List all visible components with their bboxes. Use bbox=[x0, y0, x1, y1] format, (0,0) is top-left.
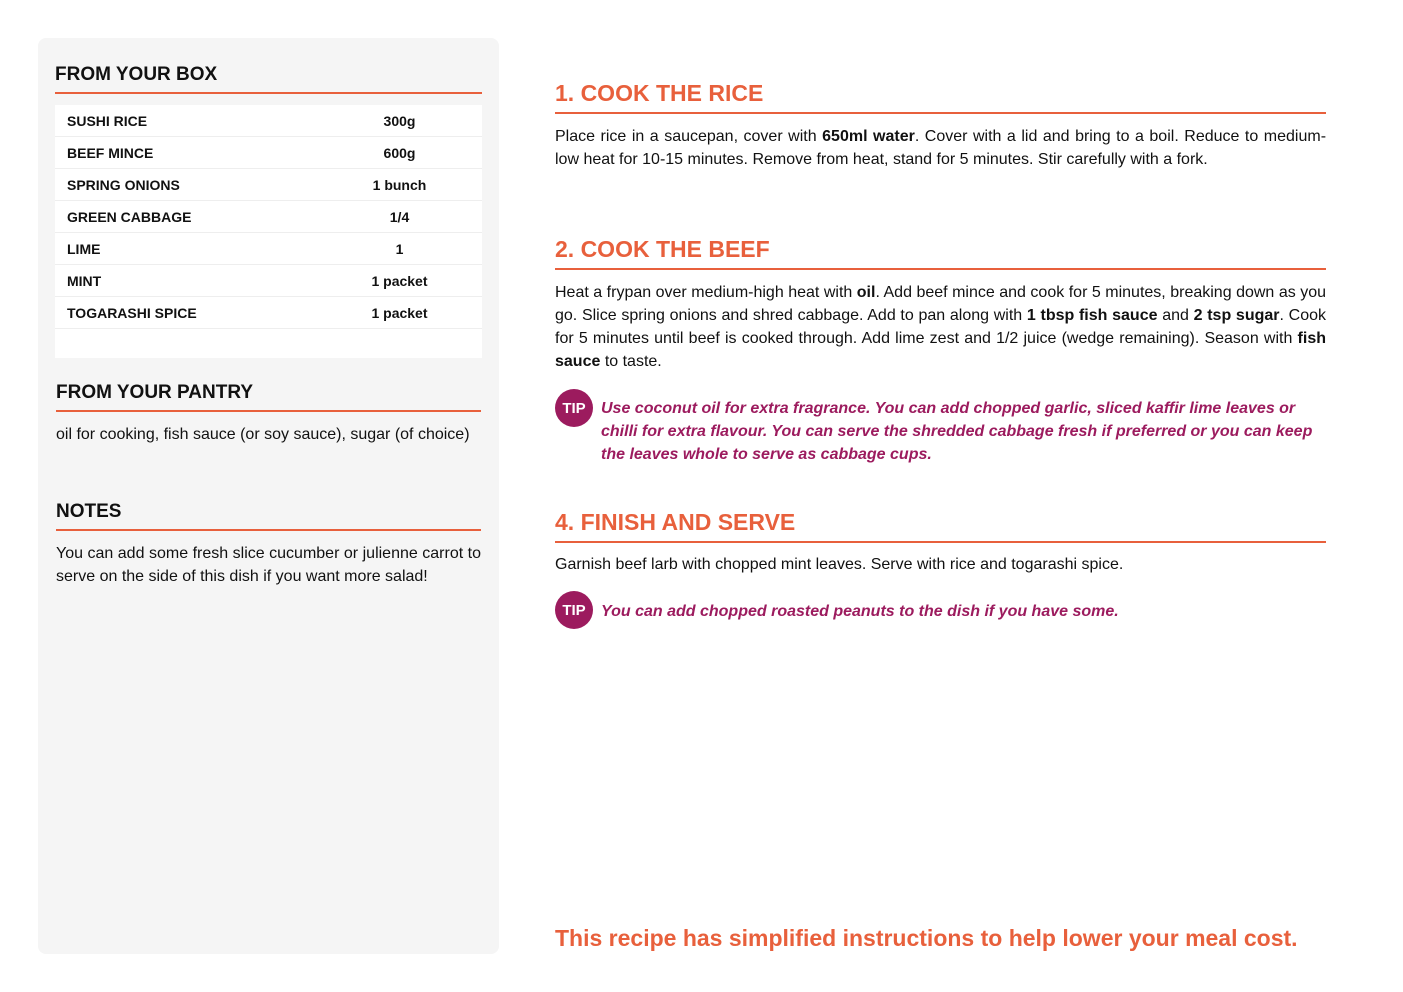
step-text-segment: to taste. bbox=[600, 353, 662, 370]
ingredient-row bbox=[55, 105, 482, 137]
step-text-segment: Place rice in a saucepan, cover with bbox=[555, 128, 823, 145]
ingredient-name: TOGARASHI SPICE bbox=[67, 304, 197, 321]
ingredient-qty: 300g bbox=[383, 112, 416, 129]
bold-ingredient-text: 1 tbsp fish sauce bbox=[1026, 307, 1158, 324]
step-text-segment: Heat a frypan over medium-high heat with bbox=[555, 284, 857, 301]
tip-badge: TIP bbox=[555, 591, 593, 629]
ingredient-qty: 1/4 bbox=[389, 208, 410, 225]
from-your-box-heading: FROM YOUR BOX bbox=[55, 64, 482, 94]
pantry-text: oil for cooking, fish sauce (or soy sauce), sugar (of choice) bbox=[56, 426, 470, 443]
bold-ingredient-text: fish sauce bbox=[555, 330, 1326, 370]
ingredient-row bbox=[55, 169, 482, 201]
step-1-heading: 1. COOK THE RICE bbox=[555, 80, 1326, 114]
step-2-tip: Use coconut oil for extra fragrance. You can add chopped garlic, sliced kaffir lime leaves or chilli for extra flavour. You can serve the shredded cabbage fresh if preferred or you can keep the leaves whole to serve as cabbage cups. bbox=[601, 400, 1313, 463]
ingredient-name: SPRING ONIONS bbox=[67, 176, 180, 193]
bold-ingredient-text: oil bbox=[856, 284, 876, 301]
footer-note: This recipe has simplified instructions to help lower your meal cost. bbox=[555, 925, 1298, 951]
ingredient-name: MINT bbox=[67, 272, 102, 289]
notes-heading: NOTES bbox=[56, 501, 481, 531]
tip-badge: TIP bbox=[555, 389, 593, 427]
notes-text: You can add some fresh slice cucumber or julienne carrot to serve on the side of this dish if you want more salad! bbox=[56, 545, 481, 585]
ingredient-name: SUSHI RICE bbox=[67, 112, 148, 129]
step-text-segment: . Add beef mince and cook for 5 minutes, breaking down as you go. Slice spring onions and shred cabbage. Add to pan along with bbox=[555, 284, 1327, 324]
from-your-pantry-heading: FROM YOUR PANTRY bbox=[56, 382, 481, 412]
ingredient-qty: 1 packet bbox=[371, 272, 428, 289]
step-text-segment: . Cover with a lid and bring to a boil. Reduce to medium-low heat for 10-15 minutes. Remove from heat, stand for 5 minutes. Stir carefully with a fork. bbox=[555, 128, 1327, 168]
step-4-heading: 4. FINISH AND SERVE bbox=[555, 509, 1326, 543]
ingredients-panel bbox=[38, 38, 499, 954]
step-2-heading: 2. COOK THE BEEF bbox=[555, 236, 1326, 270]
ingredient-qty: 1 bbox=[395, 240, 404, 257]
step-text-segment: Garnish beef larb with chopped mint leaves. Serve with rice and togarashi spice. bbox=[555, 556, 1124, 573]
ingredient-name: GREEN CABBAGE bbox=[67, 208, 192, 225]
bold-ingredient-text: 650ml water bbox=[822, 128, 915, 145]
ingredient-qty: 1 bunch bbox=[372, 176, 427, 193]
step-text-segment: and bbox=[1157, 307, 1194, 324]
step-4-text bbox=[555, 553, 1326, 576]
ingredient-qty: 1 packet bbox=[371, 304, 428, 321]
step-4-tip: You can add chopped roasted peanuts to the dish if you have some. bbox=[601, 603, 1119, 620]
ingredient-row bbox=[55, 233, 482, 265]
ingredient-row bbox=[55, 137, 482, 169]
ingredient-row bbox=[55, 297, 482, 329]
step-1-text bbox=[555, 125, 1326, 171]
ingredient-row bbox=[55, 201, 482, 233]
step-2-text bbox=[555, 281, 1326, 373]
ingredient-qty: 600g bbox=[383, 144, 416, 161]
step-text-segment: . Cook for 5 minutes until beef is cooked through. Add lime zest and 1/2 juice (wedge remaining). Season with bbox=[555, 307, 1327, 347]
ingredients-table bbox=[55, 105, 482, 358]
bold-ingredient-text: 2 tsp sugar bbox=[1193, 307, 1280, 324]
ingredient-name: BEEF MINCE bbox=[67, 144, 154, 161]
ingredient-name: LIME bbox=[67, 240, 101, 257]
ingredient-row bbox=[55, 265, 482, 297]
